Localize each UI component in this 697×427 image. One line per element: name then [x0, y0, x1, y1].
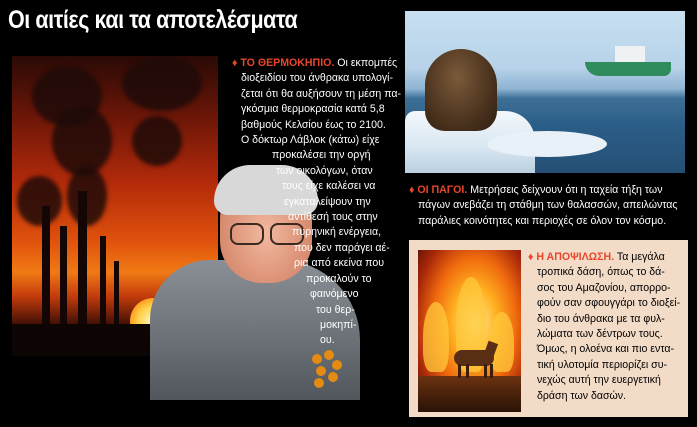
forest-fire-deer-photo — [418, 250, 521, 412]
bullet-icon: ♦ — [409, 184, 415, 196]
greenhouse-text: ♦ ΤΟ ΘΕΡΜΟΚΗΠΙΟ. Οι εκπομπές διοξειδίου του άνθρακα υπολογί- ζεται ότι θα αυξήσουν τη μέση πα- γκόσμια θερμοκρασία κατά 5,8 βαθμούς Κελσίου έως το 2100. Ο δόκτωρ Λάβλοκ (κάτω) είχε προκαλέσει την οργή των οικολόγων, όταν τους είχε καλέσει να εγκαταλείψουν την αντίθεσή τους στην πυρηνική ενέργεια, που δεν παράγει αέ- ρια από εκείνα που προκαλούν το φαινόμενο του θερ- μοκηπί- ου. — [232, 57, 402, 347]
bullet-icon: ♦ — [528, 251, 534, 263]
page-title: Οι αιτίες και τα αποτελέσματα — [8, 6, 298, 34]
greenhouse-heading: ΤΟ ΘΕΡΜΟΚΗΠΙΟ. — [240, 57, 335, 69]
bullet-icon: ♦ — [232, 57, 238, 69]
walrus-ice-photo — [405, 11, 685, 173]
deforestation-heading: Η ΑΠΟΨΙΛΩΣΗ. — [536, 251, 615, 263]
ice-text: ♦ ΟΙ ΠΑΓΟΙ. Μετρήσεις δείχνουν ότι η ταχεία τήξη των πάγων ανεβάζει τη στάθμη των θαλασσών, απειλώντας παράλιες κοινότητες και περιοχές σε όλον τον κόσμο. — [409, 184, 678, 227]
deforestation-text: ♦ Η ΑΠΟΨΙΛΩΣΗ. Τα μεγάλα τροπικά δάση, όπως το δά- σος του Αμαζονίου, απορρο- φούν σαν σφουγγάρι το διοξεί- διο του άνθρακα με τα φυλ- λώματα των δέντρων τους. Όμως, η ολοένα και πιο εντα- τική υλοτομία περιορίζει συ- νεχώς αυτή την ευεργετική δράση των δασών. — [528, 251, 681, 402]
ice-heading: ΟΙ ΠΑΓΟΙ. — [417, 184, 468, 196]
